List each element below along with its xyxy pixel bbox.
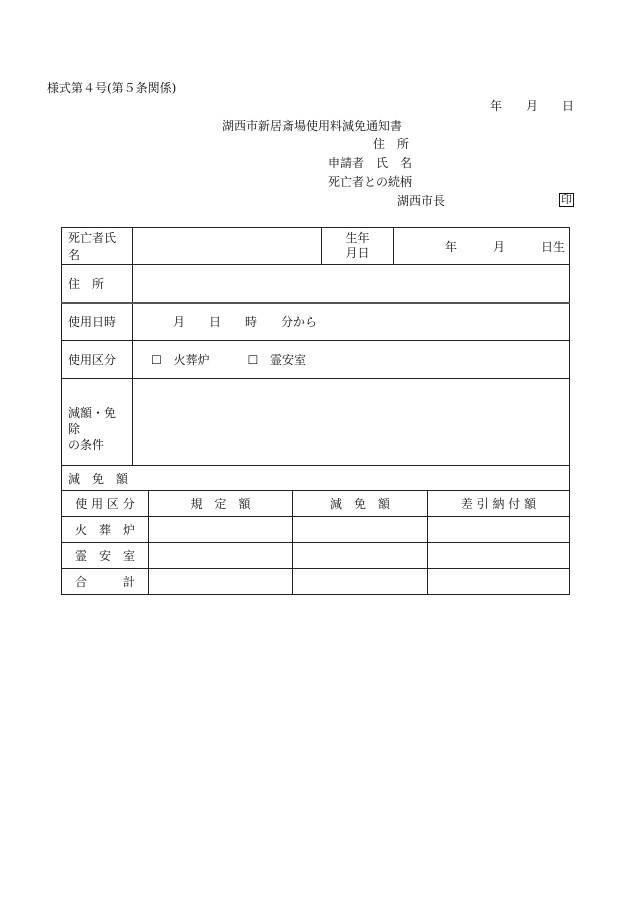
details-table (61, 227, 570, 491)
document-title: 湖西市新居斎場使用料減免通知書 (222, 119, 403, 133)
conditions-label-line2: の条件 (68, 438, 105, 452)
birth-label-line1: 生年 (345, 231, 370, 245)
row-label-cremation: 火 葬 炉 (62, 517, 149, 543)
birth-date-label (322, 228, 394, 265)
form-number: 様式第４号(第５条関係) (47, 81, 177, 95)
conditions-label-line1: 減額・免除 (68, 406, 117, 436)
col-header-category: 使 用 区 分 (62, 491, 149, 517)
applicant-address-label: 住 所 (373, 137, 410, 151)
row-label-total: 合 計 (62, 569, 149, 595)
conditions-label (62, 379, 133, 466)
total-standard-cell[interactable] (149, 569, 293, 595)
amount-header-row (62, 491, 570, 517)
notice-form (61, 227, 569, 595)
row-address (62, 265, 570, 303)
reduction-amount-label: 減 免 額 (62, 466, 570, 491)
col-header-standard: 規 定 額 (149, 491, 293, 517)
usage-category-options (133, 341, 570, 379)
amount-table (61, 490, 570, 595)
col-header-reduction: 減 免 額 (293, 491, 428, 517)
cremation-standard-cell[interactable] (149, 517, 293, 543)
seal-mark: 印 (561, 193, 572, 206)
table-row (62, 517, 570, 543)
row-reduction-amount (62, 466, 570, 491)
birth-label-line2: 月日 (345, 246, 370, 260)
conditions-field[interactable] (133, 379, 570, 466)
morgue-checkbox[interactable]: ☐ (247, 353, 259, 367)
date-line: 年 月 日 (490, 99, 575, 113)
deceased-address-label: 住 所 (62, 265, 133, 303)
deceased-name-label: 死亡者氏名 (62, 228, 133, 265)
cremation-reduction-cell[interactable] (293, 517, 428, 543)
total-reduction-cell[interactable] (293, 569, 428, 595)
applicant-name-label: 申請者 氏 名 (328, 156, 413, 170)
deceased-name-field[interactable] (133, 228, 322, 265)
mayor-label: 湖西市長 (397, 194, 446, 208)
row-label-morgue: 霊 安 室 (62, 543, 149, 569)
row-conditions (62, 379, 570, 466)
morgue-payable-cell[interactable] (428, 543, 570, 569)
usage-category-label: 使用区分 (62, 341, 133, 379)
table-row (62, 543, 570, 569)
table-row (62, 569, 570, 595)
total-payable-cell[interactable] (428, 569, 570, 595)
morgue-reduction-cell[interactable] (293, 543, 428, 569)
usage-datetime-label: 使用日時 (62, 303, 133, 341)
deceased-address-field[interactable] (133, 265, 570, 303)
relationship-label: 死亡者との続柄 (328, 175, 413, 189)
morgue-option-label: 霊安室 (270, 353, 307, 367)
cremation-checkbox[interactable]: ☐ (151, 353, 162, 367)
cremation-payable-cell[interactable] (428, 517, 570, 543)
usage-datetime-field[interactable]: 月 日 時 分から (133, 303, 570, 341)
birth-date-field[interactable]: 年 月 日生 (394, 228, 570, 265)
cremation-option-label: 火葬炉 (173, 353, 210, 367)
row-deceased (62, 228, 570, 265)
morgue-standard-cell[interactable] (149, 543, 293, 569)
col-header-payable: 差 引 納 付 額 (428, 491, 570, 517)
row-category (62, 341, 570, 379)
row-datetime (62, 303, 570, 341)
